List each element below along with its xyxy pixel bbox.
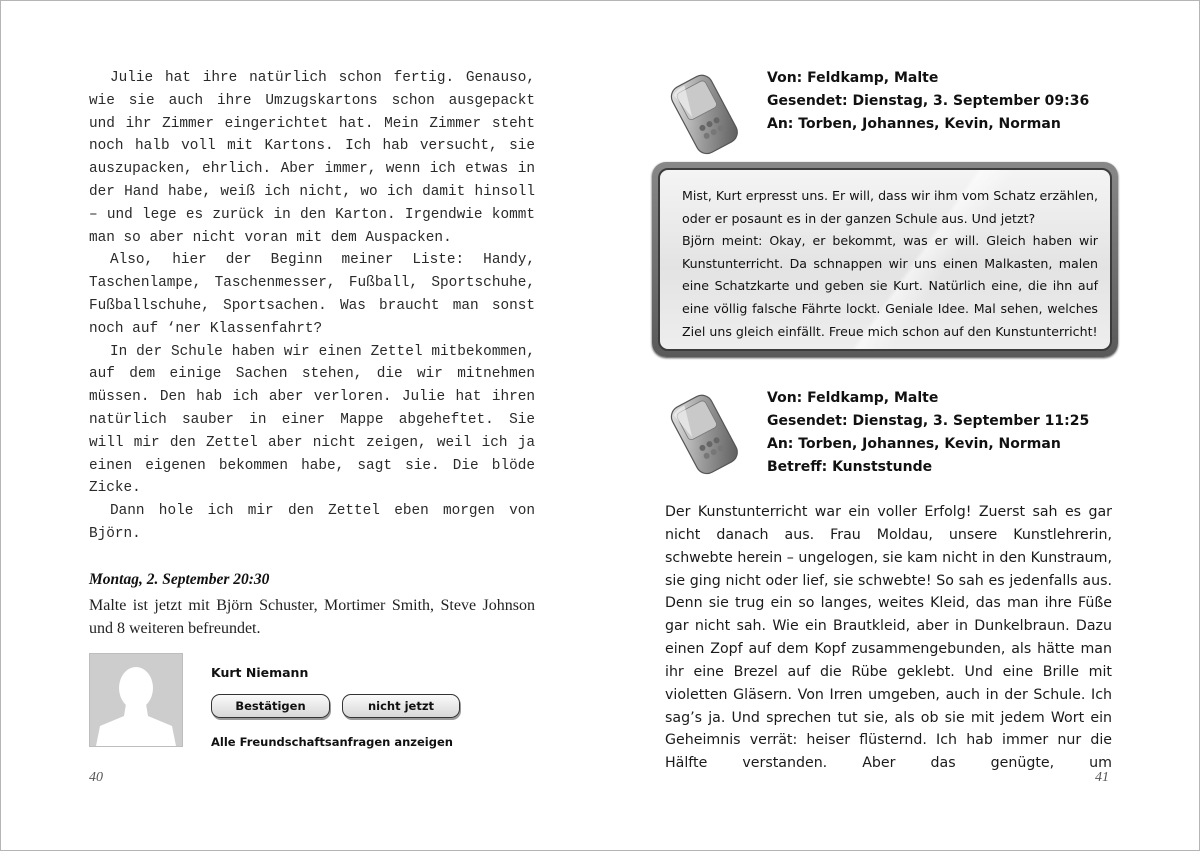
message-subject: Betreff: Kunststunde [767,459,933,475]
confirm-button[interactable]: Bestätigen [211,694,330,718]
status-timestamp: Montag, 2. September 20:30 [89,571,270,588]
message-sent: Gesendet: Dienstag, 3. September 11:25 [767,413,1090,429]
status-text: Malte ist jetzt mit Björn Schuster, Mortimer Smith, Steve Johnson und 8 weiteren befreundet. [89,597,535,637]
message-from: Von: Feldkamp, Malte [767,390,939,406]
mobile-phone-icon [660,392,746,476]
message-to: An: Torben, Johannes, Kevin, Norman [767,436,1061,452]
page-number-left: 40 [89,770,103,785]
diary-paragraph: Also, hier der Beginn meiner Liste: Handy, Taschenlampe, Taschenmesser, Fußball, Sportschuhe, Fußballschuhe, Sportsachen. Was braucht man sonst noch auf ‘ner Klassenfahrt? [89,252,535,337]
message-paragraph: Björn meint: Okay, er bekommt, was er will. Gleich haben wir Kunstunterricht. Da schnappen wir uns einen Malkasten, malen eine Schatzkarte und geben sie Kurt. Natürlich eine, die ihn auf eine völlig falsche Fährte lockt. Geniale Idee. Mal sehen, welches Ziel uns gleich einfällt. Freue mich schon auf den Kunstunterricht! [682,233,1098,339]
person-silhouette-icon [90,654,182,746]
diary-paragraph: Dann hole ich mir den Zettel eben morgen von Björn. [89,503,535,542]
diary-paragraph: Julie hat ihre natürlich schon fertig. Genauso, wie sie auch ihre Umzugskartons schon ausgepackt und ihr Zimmer eingerichtet hat. Mein Zimmer steht noch halb voll mit Kartons. Ich hab versucht, sie auszupacken, ehrlich. Aber immer, wenn ich etwas in der Hand habe, weiß ich nicht, wo ich damit hinsoll – und lege es zurück in den Karton. Irgendwie kommt man so aber nicht voran mit dem Auspacken. [89,70,535,246]
page-number-right: 41 [1095,770,1109,785]
diary-text [89,67,535,546]
message-to: An: Torben, Johannes, Kevin, Norman [767,116,1061,132]
diary-paragraph: In der Schule haben wir einen Zettel mitbekommen, auf dem einige Sachen stehen, die wir mitnehmen müssen. Den hab ich aber verloren. Julie hat ihren natürlich sauber in einer Mappe abgeheftet. Sie will mir den Zettel aber nicht zeigen, weil ich ja einen eigenen bekommen habe, sagt sie. Die blöde Zicke. [89,343,535,497]
message-header [767,387,1089,479]
show-all-requests-link[interactable]: Alle Freundschaftsanfragen anzeigen [211,735,453,749]
mobile-phone-icon [660,72,746,156]
message-paragraph: Mist, Kurt erpresst uns. Er will, dass wir ihm vom Schatz erzählen, oder er posaunt es in der ganzen Schule aus. Und jetzt? [682,188,1098,226]
avatar [89,653,183,747]
message-bubble [652,162,1118,357]
message-body [658,168,1112,351]
message-from: Von: Feldkamp, Malte [767,70,939,86]
friend-request-name: Kurt Niemann [211,665,309,680]
story-text: Der Kunstunterricht war ein voller Erfolg! Zuerst sah es gar nicht danach aus. Frau Moldau, unsere Kunstlehrerin, schwebte herein – ungelogen, sie kam nicht in den Kunstraum, sie ging nicht oder lief, sie schwebte! So sah es jedenfalls aus. Denn sie trug ein so langes, weites Kleid, das man ihre Füße gar nicht sah. Wie ein Brautkleid, aber in Dunkelbraun. Dazu einen Zopf auf dem Kopf zusammengebunden, als hätte man ihr eine Brezel auf die Rübe geklebt. Und eine Brille mit violetten Gläsern. Von Irren umgeben, auch in der Schule. Ich sag’s ja. Und sprechen tut sie, als ob sie mit jedem Wort ein Geheimnis verrät: heiser flüsternd. Ich hab immer nur die Hälfte verstanden. Aber das genügte, um [665,504,1112,772]
not-now-button[interactable]: nicht jetzt [342,694,460,718]
message-sent: Gesendet: Dienstag, 3. September 09:36 [767,93,1090,109]
message-header [767,67,1089,136]
